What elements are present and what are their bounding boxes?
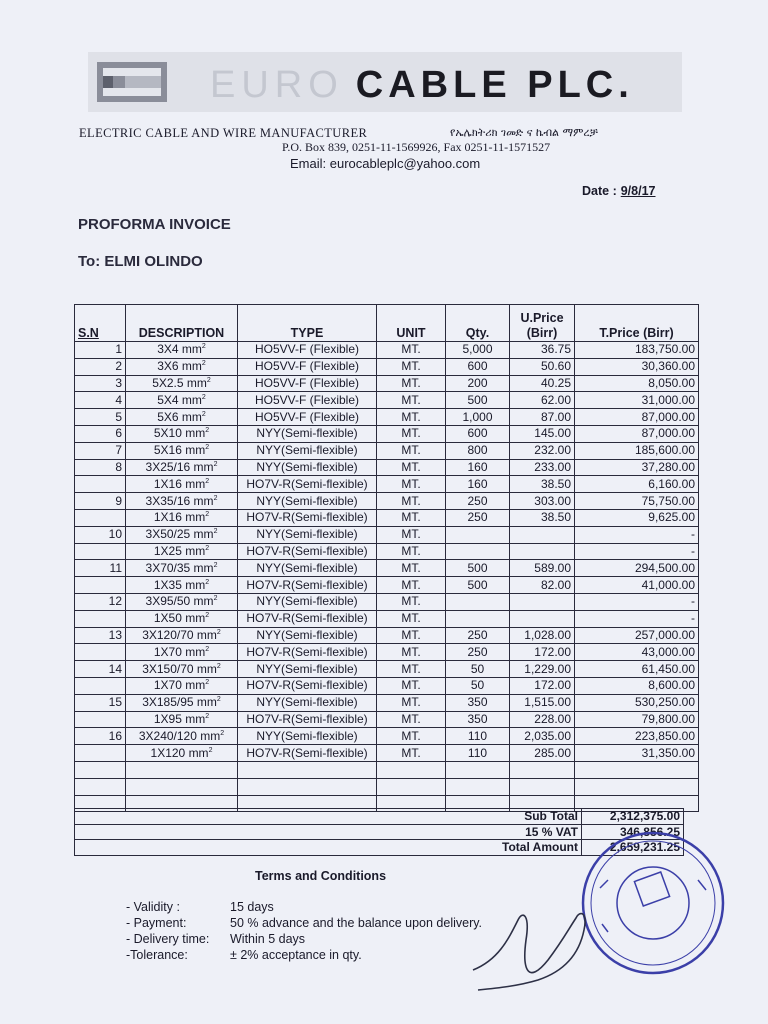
unit-superscript: 2 bbox=[205, 427, 210, 435]
term-value: 15 days bbox=[230, 900, 274, 914]
cell-qty: 160 bbox=[446, 476, 510, 493]
cell-type: NYY(Semi-flexible) bbox=[238, 694, 377, 711]
unit-superscript: 2 bbox=[205, 477, 210, 485]
cell-description: 1X35 $mm^2$ bbox=[126, 577, 238, 594]
cell-unit-price: 87.00 bbox=[510, 409, 575, 426]
header-type: TYPE bbox=[238, 305, 377, 342]
cell-qty bbox=[446, 610, 510, 627]
cell-sn: 14 bbox=[75, 661, 126, 678]
cell-type: NYY(Semi-flexible) bbox=[238, 442, 377, 459]
terms-title: Terms and Conditions bbox=[255, 869, 387, 883]
cell-total-price: 87,000.00 bbox=[575, 409, 699, 426]
cell-unit: MT. bbox=[377, 526, 446, 543]
cell-total-price: 31,350.00 bbox=[575, 745, 699, 762]
cell-unit-price: 2,035.00 bbox=[510, 728, 575, 745]
cell-unit-price: 50.60 bbox=[510, 358, 575, 375]
cell-total-price: - bbox=[575, 543, 699, 560]
cell-qty: 160 bbox=[446, 459, 510, 476]
table-row bbox=[75, 509, 699, 526]
term-label: -Tolerance: bbox=[126, 948, 188, 962]
cell-type: HO7V-R(Semi-flexible) bbox=[238, 745, 377, 762]
cell-description: 3X6 $mm^2$ bbox=[126, 358, 238, 375]
cell-total-price: 79,800.00 bbox=[575, 711, 699, 728]
cell-sn: 4 bbox=[75, 392, 126, 409]
table-row bbox=[75, 425, 699, 442]
unit-superscript: 2 bbox=[205, 679, 210, 687]
cell-unit-price: 38.50 bbox=[510, 476, 575, 493]
cell-unit-price: 285.00 bbox=[510, 745, 575, 762]
cell-type: HO7V-R(Semi-flexible) bbox=[238, 610, 377, 627]
cell-description: 3X70/35 $mm^2$ bbox=[126, 560, 238, 577]
cell-total-price: 530,250.00 bbox=[575, 694, 699, 711]
table-row bbox=[75, 409, 699, 426]
cell-unit: MT. bbox=[377, 459, 446, 476]
cell-unit-price: 1,229.00 bbox=[510, 661, 575, 678]
cell-unit-price: 233.00 bbox=[510, 459, 575, 476]
unit-superscript: 2 bbox=[206, 376, 211, 384]
cell-description: 1X16 $mm^2$ bbox=[126, 476, 238, 493]
cell-unit: MT. bbox=[377, 577, 446, 594]
cell-unit: MT. bbox=[377, 476, 446, 493]
cell-unit-price: 303.00 bbox=[510, 493, 575, 510]
table-row bbox=[75, 644, 699, 661]
cell-qty: 500 bbox=[446, 392, 510, 409]
unit-superscript: 2 bbox=[205, 544, 210, 552]
totals-label: Total Amount bbox=[75, 840, 582, 856]
cell-description: 3X150/70 $mm^2$ bbox=[126, 661, 238, 678]
cell-qty: 350 bbox=[446, 711, 510, 728]
cell-unit: MT. bbox=[377, 392, 446, 409]
cell-qty: 110 bbox=[446, 728, 510, 745]
cell-unit-price bbox=[510, 593, 575, 610]
cell-type: NYY(Semi-flexible) bbox=[238, 493, 377, 510]
cell-unit-price: 228.00 bbox=[510, 711, 575, 728]
cell-unit: MT. bbox=[377, 509, 446, 526]
invoice-table bbox=[74, 304, 699, 812]
unit-superscript: 2 bbox=[220, 729, 225, 737]
cell-sn: 12 bbox=[75, 593, 126, 610]
cell-type: NYY(Semi-flexible) bbox=[238, 425, 377, 442]
company-address: P.O. Box 839, 0251-11-1569926, Fax 0251-11-1571527 bbox=[282, 140, 551, 154]
cell-unit-price: 36.75 bbox=[510, 342, 575, 359]
cell-sn: 11 bbox=[75, 560, 126, 577]
cell-total-price: 294,500.00 bbox=[575, 560, 699, 577]
cell-type: NYY(Semi-flexible) bbox=[238, 560, 377, 577]
cell-unit-price bbox=[510, 543, 575, 560]
table-row-blank bbox=[75, 761, 699, 778]
cell-description: 3X240/120 $mm^2$ bbox=[126, 728, 238, 745]
cell-type: HO5VV-F (Flexible) bbox=[238, 342, 377, 359]
cell-unit-price: 40.25 bbox=[510, 375, 575, 392]
header-description: DESCRIPTION bbox=[126, 305, 238, 342]
term-value: 50 % advance and the balance upon delivery. bbox=[230, 916, 483, 930]
cell-sn bbox=[75, 644, 126, 661]
cell-sn bbox=[75, 476, 126, 493]
cell-description: 1X70 $mm^2$ bbox=[126, 644, 238, 661]
cell-type: HO5VV-F (Flexible) bbox=[238, 358, 377, 375]
cell-unit: MT. bbox=[377, 358, 446, 375]
table-row bbox=[75, 694, 699, 711]
company-tagline: ELECTRIC CABLE AND WIRE MANUFACTURER bbox=[79, 126, 368, 140]
cell-qty: 600 bbox=[446, 425, 510, 442]
term-value: ± 2% acceptance in qty. bbox=[230, 948, 362, 962]
cell-unit-price: 82.00 bbox=[510, 577, 575, 594]
cell-qty: 50 bbox=[446, 661, 510, 678]
cell-qty: 5,000 bbox=[446, 342, 510, 359]
totals-row bbox=[75, 809, 684, 825]
term-label: - Validity : bbox=[126, 900, 180, 914]
company-logo-icon bbox=[95, 58, 173, 106]
cell-unit-price: 589.00 bbox=[510, 560, 575, 577]
totals-amount: 346,856.25 bbox=[582, 824, 684, 840]
cell-total-price: 61,450.00 bbox=[575, 661, 699, 678]
cell-sn: 15 bbox=[75, 694, 126, 711]
table-row bbox=[75, 543, 699, 560]
cell-type: HO5VV-F (Flexible) bbox=[238, 409, 377, 426]
cell-total-price: 37,280.00 bbox=[575, 459, 699, 476]
cell-sn: 10 bbox=[75, 526, 126, 543]
table-row bbox=[75, 627, 699, 644]
cell-sn: 1 bbox=[75, 342, 126, 359]
table-row bbox=[75, 526, 699, 543]
cell-type: NYY(Semi-flexible) bbox=[238, 627, 377, 644]
unit-superscript: 2 bbox=[216, 628, 221, 636]
cell-description: 5X16 $mm^2$ bbox=[126, 442, 238, 459]
header-unit-price: U.Price (Birr) bbox=[510, 305, 575, 342]
cell-total-price: 183,750.00 bbox=[575, 342, 699, 359]
cell-total-price: 9,625.00 bbox=[575, 509, 699, 526]
cell-total-price: - bbox=[575, 610, 699, 627]
cell-description: 5X6 $mm^2$ bbox=[126, 409, 238, 426]
unit-superscript: 2 bbox=[213, 561, 218, 569]
cell-type: HO5VV-F (Flexible) bbox=[238, 392, 377, 409]
cell-description: 1X50 $mm^2$ bbox=[126, 610, 238, 627]
cell-sn: 6 bbox=[75, 425, 126, 442]
cell-sn: 5 bbox=[75, 409, 126, 426]
cell-sn: 3 bbox=[75, 375, 126, 392]
cell-total-price: 8,600.00 bbox=[575, 677, 699, 694]
cell-type: NYY(Semi-flexible) bbox=[238, 728, 377, 745]
cell-type: HO7V-R(Semi-flexible) bbox=[238, 476, 377, 493]
unit-superscript: 2 bbox=[201, 410, 206, 418]
unit-superscript: 2 bbox=[213, 460, 218, 468]
cell-unit-price bbox=[510, 526, 575, 543]
table-row bbox=[75, 392, 699, 409]
cell-qty: 500 bbox=[446, 560, 510, 577]
unit-superscript: 2 bbox=[205, 712, 210, 720]
cell-total-price: - bbox=[575, 526, 699, 543]
unit-superscript: 2 bbox=[201, 393, 206, 401]
cell-qty: 110 bbox=[446, 745, 510, 762]
cell-total-price: 223,850.00 bbox=[575, 728, 699, 745]
cell-description: 1X95 $mm^2$ bbox=[126, 711, 238, 728]
unit-superscript: 2 bbox=[201, 343, 206, 351]
cell-type: NYY(Semi-flexible) bbox=[238, 661, 377, 678]
cell-total-price: 31,000.00 bbox=[575, 392, 699, 409]
cell-sn: 8 bbox=[75, 459, 126, 476]
cell-qty: 250 bbox=[446, 627, 510, 644]
company-tagline-amharic: የኤሌክትሪክ ገመድ ና ኬብል ማምረቻ bbox=[450, 126, 598, 139]
cell-type: HO7V-R(Semi-flexible) bbox=[238, 644, 377, 661]
cell-description: 3X95/50 $mm^2$ bbox=[126, 593, 238, 610]
table-row bbox=[75, 610, 699, 627]
unit-superscript: 2 bbox=[205, 511, 210, 519]
header-qty: Qty. bbox=[446, 305, 510, 342]
cell-type: NYY(Semi-flexible) bbox=[238, 459, 377, 476]
cell-unit: MT. bbox=[377, 425, 446, 442]
cell-sn bbox=[75, 509, 126, 526]
cell-total-price: 185,600.00 bbox=[575, 442, 699, 459]
unit-superscript: 2 bbox=[216, 662, 221, 670]
cell-unit: MT. bbox=[377, 694, 446, 711]
cell-type: NYY(Semi-flexible) bbox=[238, 526, 377, 543]
table-row bbox=[75, 442, 699, 459]
table-row bbox=[75, 375, 699, 392]
cell-qty: 250 bbox=[446, 493, 510, 510]
cell-sn: 2 bbox=[75, 358, 126, 375]
cell-unit: MT. bbox=[377, 728, 446, 745]
cell-sn bbox=[75, 577, 126, 594]
cell-unit-price: 1,028.00 bbox=[510, 627, 575, 644]
cell-qty bbox=[446, 543, 510, 560]
cell-qty: 350 bbox=[446, 694, 510, 711]
cell-unit-price: 172.00 bbox=[510, 644, 575, 661]
cell-sn: 7 bbox=[75, 442, 126, 459]
company-name: EURO CABLE PLC. bbox=[210, 64, 634, 106]
totals-label: Sub Total bbox=[75, 809, 582, 825]
cell-description: 1X70 $mm^2$ bbox=[126, 677, 238, 694]
term-label: - Payment: bbox=[126, 916, 187, 930]
cell-unit: MT. bbox=[377, 593, 446, 610]
table-row bbox=[75, 677, 699, 694]
cell-unit: MT. bbox=[377, 610, 446, 627]
cell-type: HO7V-R(Semi-flexible) bbox=[238, 677, 377, 694]
cell-description: 3X185/95 $mm^2$ bbox=[126, 694, 238, 711]
header-unit: UNIT bbox=[377, 305, 446, 342]
cell-description: 3X50/25 $mm^2$ bbox=[126, 526, 238, 543]
signature-icon bbox=[468, 900, 598, 995]
invoice-table-body bbox=[75, 342, 699, 812]
cell-unit: MT. bbox=[377, 442, 446, 459]
cell-total-price: 41,000.00 bbox=[575, 577, 699, 594]
invoice-date: Date : 9/8/17 bbox=[582, 184, 656, 198]
unit-superscript: 2 bbox=[213, 528, 218, 536]
cell-sn: 9 bbox=[75, 493, 126, 510]
cell-description: 5X10 $mm^2$ bbox=[126, 425, 238, 442]
cell-unit: MT. bbox=[377, 661, 446, 678]
cell-unit: MT. bbox=[377, 711, 446, 728]
cell-qty: 600 bbox=[446, 358, 510, 375]
cell-unit: MT. bbox=[377, 543, 446, 560]
cell-unit-price: 1,515.00 bbox=[510, 694, 575, 711]
cell-description: 1X25 $mm^2$ bbox=[126, 543, 238, 560]
cell-sn bbox=[75, 745, 126, 762]
table-row bbox=[75, 577, 699, 594]
cell-type: HO7V-R(Semi-flexible) bbox=[238, 543, 377, 560]
cell-sn bbox=[75, 610, 126, 627]
cell-description: 3X120/70 $mm^2$ bbox=[126, 627, 238, 644]
table-row bbox=[75, 358, 699, 375]
cell-qty bbox=[446, 526, 510, 543]
cell-type: HO7V-R(Semi-flexible) bbox=[238, 577, 377, 594]
cell-type: HO7V-R(Semi-flexible) bbox=[238, 711, 377, 728]
unit-superscript: 2 bbox=[205, 444, 210, 452]
cell-unit-price: 145.00 bbox=[510, 425, 575, 442]
table-row bbox=[75, 593, 699, 610]
cell-total-price: 257,000.00 bbox=[575, 627, 699, 644]
cell-description: 3X35/16 $mm^2$ bbox=[126, 493, 238, 510]
cell-qty: 250 bbox=[446, 644, 510, 661]
cell-total-price: - bbox=[575, 593, 699, 610]
cell-unit-price: 172.00 bbox=[510, 677, 575, 694]
company-email: Email: eurocableplc@yahoo.com bbox=[290, 156, 481, 171]
cell-sn: 13 bbox=[75, 627, 126, 644]
unit-superscript: 2 bbox=[213, 595, 218, 603]
cell-type: NYY(Semi-flexible) bbox=[238, 593, 377, 610]
cell-unit: MT. bbox=[377, 745, 446, 762]
cell-sn bbox=[75, 711, 126, 728]
cell-qty: 800 bbox=[446, 442, 510, 459]
unit-superscript: 2 bbox=[216, 696, 221, 704]
cell-description: 3X25/16 $mm^2$ bbox=[126, 459, 238, 476]
term-item bbox=[126, 916, 482, 930]
cell-unit-price: 38.50 bbox=[510, 509, 575, 526]
cell-qty: 200 bbox=[446, 375, 510, 392]
cell-unit: MT. bbox=[377, 627, 446, 644]
cell-qty bbox=[446, 593, 510, 610]
cell-total-price: 75,750.00 bbox=[575, 493, 699, 510]
cell-description: 5X4 $mm^2$ bbox=[126, 392, 238, 409]
cell-qty: 500 bbox=[446, 577, 510, 594]
table-row bbox=[75, 560, 699, 577]
cell-unit: MT. bbox=[377, 560, 446, 577]
cell-unit: MT. bbox=[377, 342, 446, 359]
unit-superscript: 2 bbox=[213, 494, 218, 502]
table-row bbox=[75, 459, 699, 476]
cell-type: HO7V-R(Semi-flexible) bbox=[238, 509, 377, 526]
cell-total-price: 87,000.00 bbox=[575, 425, 699, 442]
cell-total-price: 6,160.00 bbox=[575, 476, 699, 493]
header-sn: S.N bbox=[75, 305, 126, 342]
cell-sn bbox=[75, 543, 126, 560]
cell-total-price: 43,000.00 bbox=[575, 644, 699, 661]
unit-superscript: 2 bbox=[201, 360, 206, 368]
table-row bbox=[75, 728, 699, 745]
cell-sn bbox=[75, 677, 126, 694]
table-row bbox=[75, 342, 699, 359]
table-row bbox=[75, 711, 699, 728]
cell-type: HO5VV-F (Flexible) bbox=[238, 375, 377, 392]
cell-qty: 50 bbox=[446, 677, 510, 694]
totals-label: 15 % VAT bbox=[75, 824, 582, 840]
table-row bbox=[75, 661, 699, 678]
term-value: Within 5 days bbox=[230, 932, 306, 946]
totals-amount: 2,659,231.25 bbox=[582, 840, 684, 856]
cell-qty: 250 bbox=[446, 509, 510, 526]
recipient: To: ELMI OLINDO bbox=[78, 253, 203, 270]
term-item bbox=[126, 948, 362, 962]
cell-total-price: 30,360.00 bbox=[575, 358, 699, 375]
cell-sn: 16 bbox=[75, 728, 126, 745]
term-item bbox=[126, 932, 305, 946]
cell-unit: MT. bbox=[377, 409, 446, 426]
table-header-row bbox=[75, 305, 699, 342]
company-seal-icon bbox=[578, 828, 728, 978]
unit-superscript: 2 bbox=[205, 578, 210, 586]
cell-total-price: 8,050.00 bbox=[575, 375, 699, 392]
cell-unit: MT. bbox=[377, 493, 446, 510]
table-row bbox=[75, 476, 699, 493]
table-row bbox=[75, 745, 699, 762]
header-total-price: T.Price (Birr) bbox=[575, 305, 699, 342]
cell-unit-price: 62.00 bbox=[510, 392, 575, 409]
cell-unit-price bbox=[510, 610, 575, 627]
totals-amount: 2,312,375.00 bbox=[582, 809, 684, 825]
document-title: PROFORMA INVOICE bbox=[78, 216, 231, 233]
cell-description: 5X2.5 $mm^2$ bbox=[126, 375, 238, 392]
cell-unit: MT. bbox=[377, 677, 446, 694]
cell-qty: 1,000 bbox=[446, 409, 510, 426]
cell-unit: MT. bbox=[377, 644, 446, 661]
cell-description: 1X16 $mm^2$ bbox=[126, 509, 238, 526]
cell-unit: MT. bbox=[377, 375, 446, 392]
cell-description: 1X120 $mm^2$ bbox=[126, 745, 238, 762]
cell-description: 3X4 $mm^2$ bbox=[126, 342, 238, 359]
table-row-blank bbox=[75, 778, 699, 795]
unit-superscript: 2 bbox=[208, 746, 213, 754]
term-item bbox=[126, 900, 274, 914]
unit-superscript: 2 bbox=[205, 645, 210, 653]
table-row bbox=[75, 493, 699, 510]
unit-superscript: 2 bbox=[205, 612, 210, 620]
term-label: - Delivery time: bbox=[126, 932, 210, 946]
cell-unit-price: 232.00 bbox=[510, 442, 575, 459]
